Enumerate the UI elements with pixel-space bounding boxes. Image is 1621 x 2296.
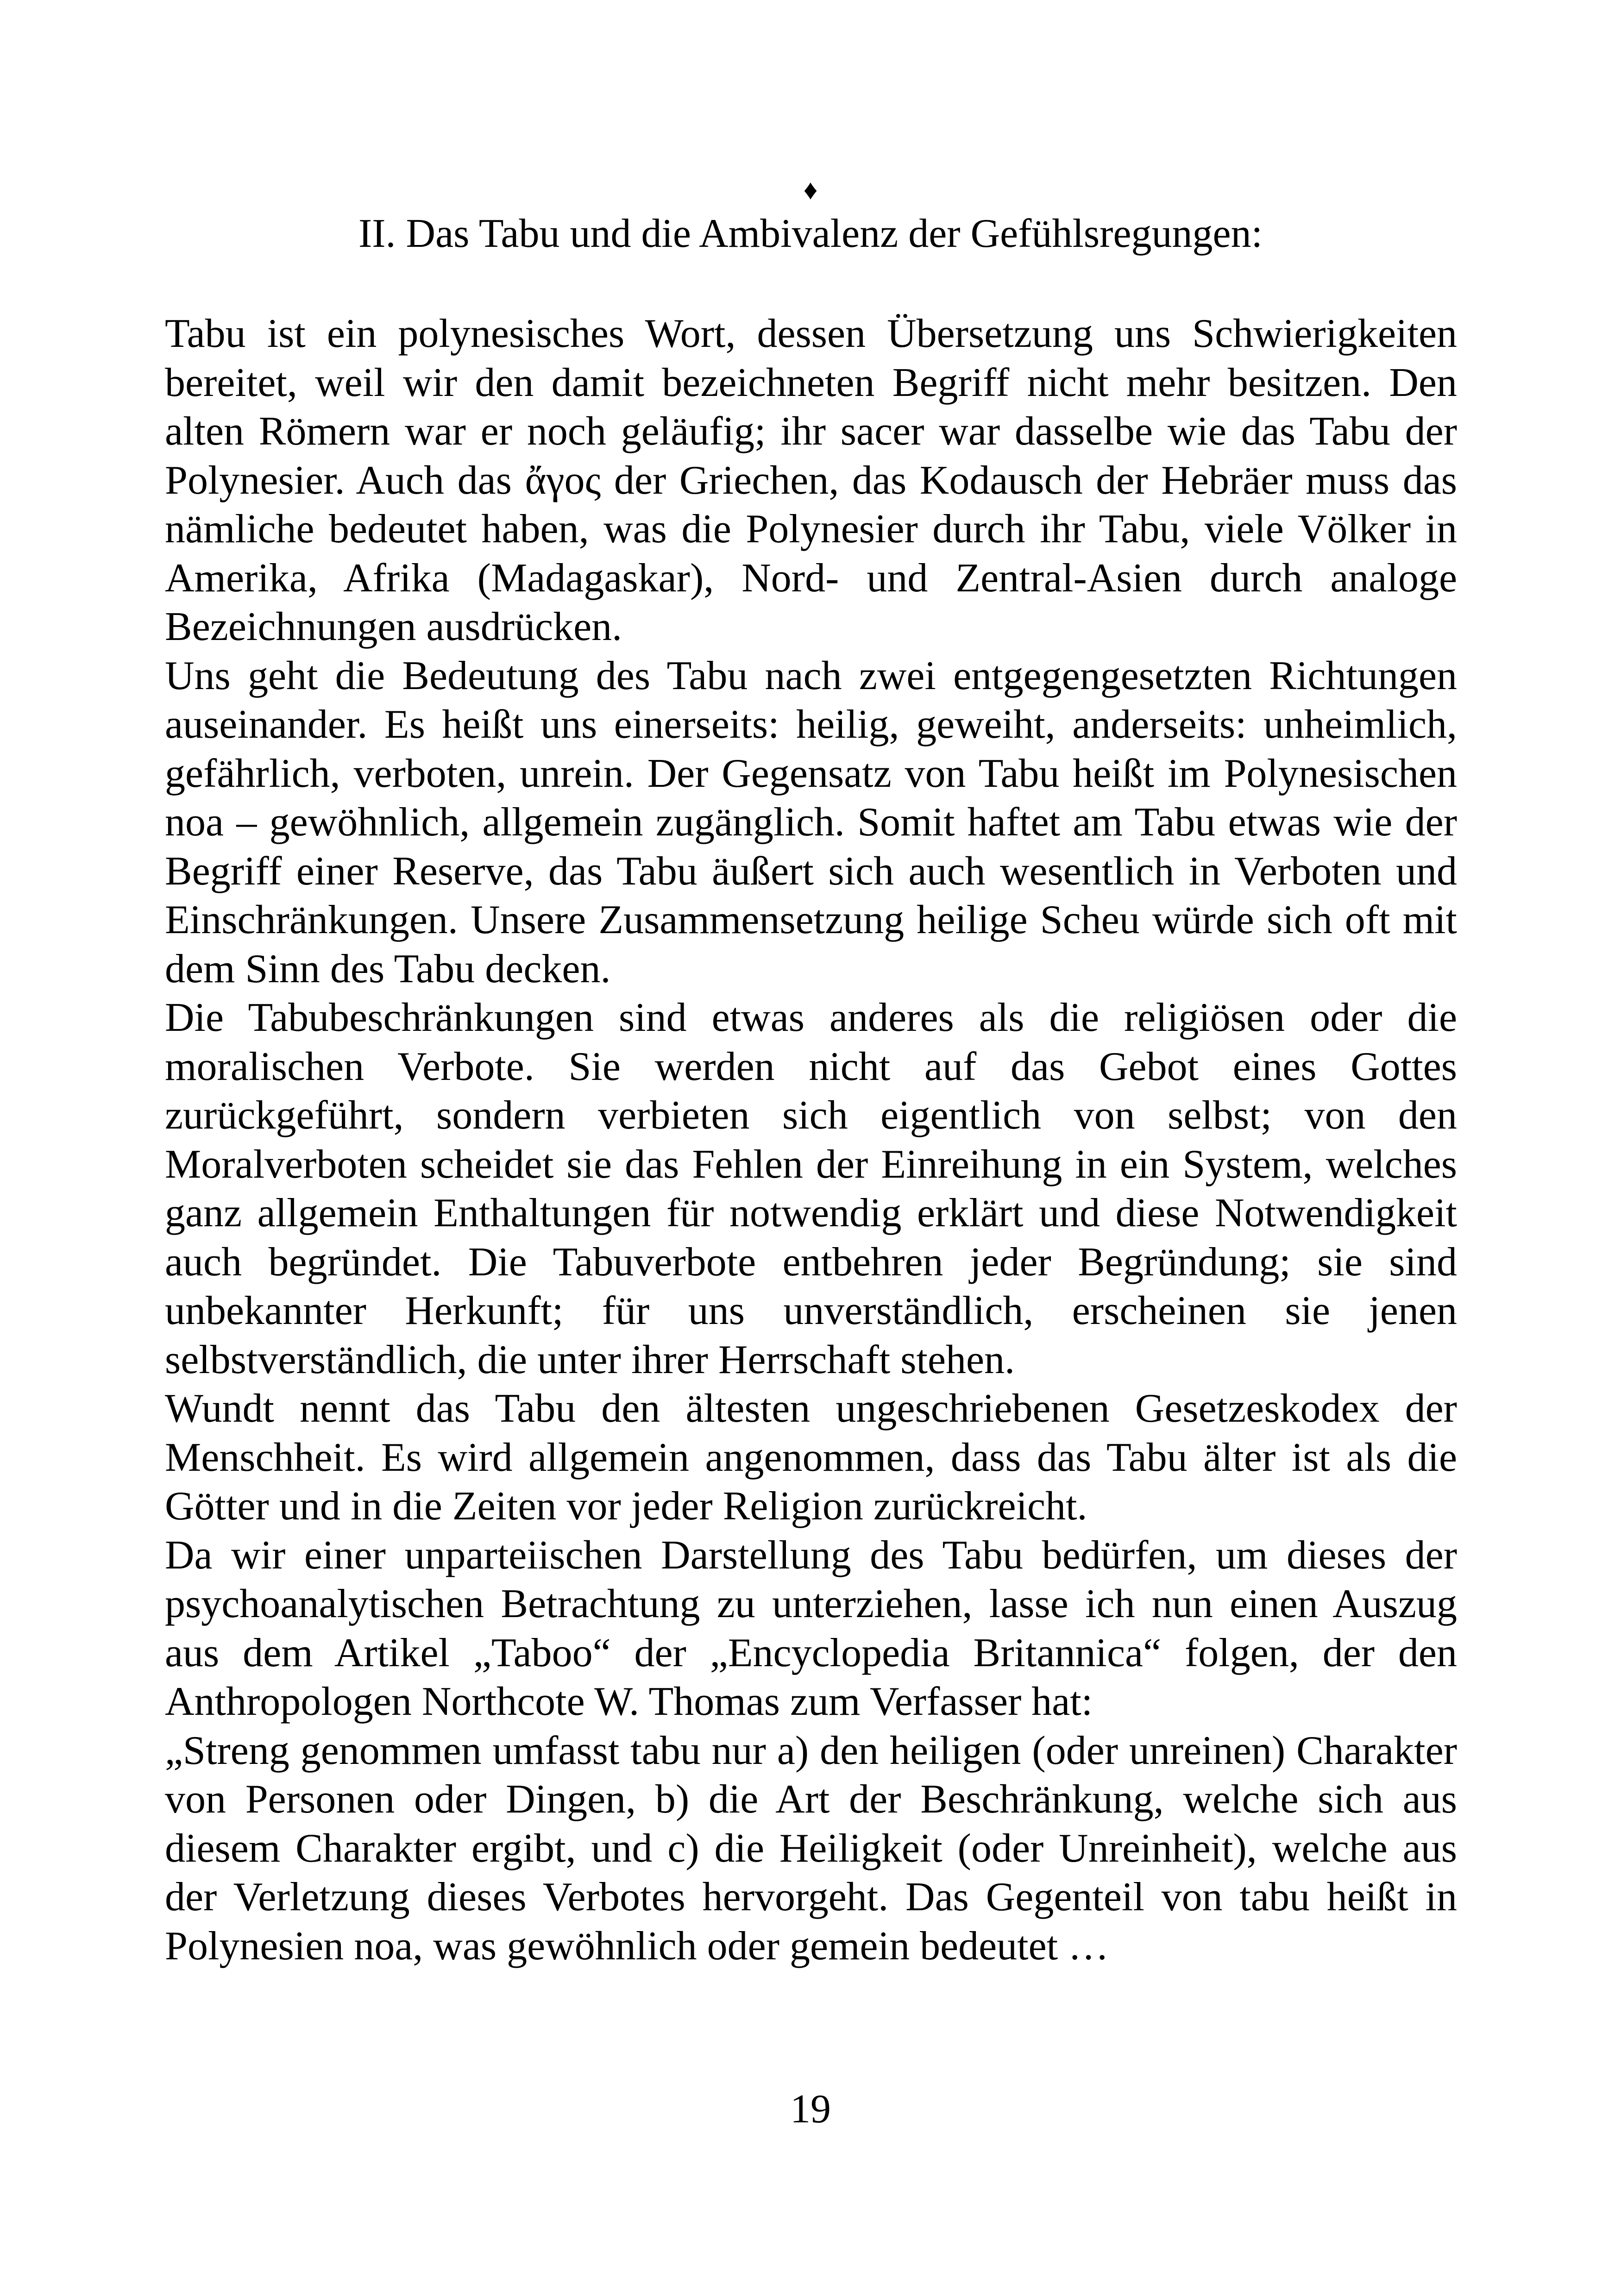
diamond-ornament-icon: ♦ — [803, 175, 818, 205]
paragraph-tabu-meaning: Uns geht die Bedeutung des Tabu nach zwei entgegengesetzten Richtungen auseinander. Es heißt uns einerseits: heilig, geweiht, anderseits: unheimlich, gefährlich, verboten, unrein. Der Gegensatz von Tabu heißt im Polynesischen noa – gewöhnlich, allgemein zugänglich. Somit haftet am Tabu etwas wie der Begriff einer Reserve, das Tabu äußert sich auch wesentlich in Verboten und Einschränkungen. Unsere Zusammensetzung heilige Scheu würde sich oft mit dem Sinn des Tabu decken. — [165, 653, 1457, 991]
chapter-title: II. Das Tabu und die Ambivalenz der Gefühlsregungen: — [358, 211, 1263, 256]
paragraph-tabu-definition: Tabu ist ein polynesisches Wort, dessen Übersetzung uns Schwierigkeiten bereitet, weil wir den damit bezeichneten Begriff nicht mehr besitzen. Den alten Römern war er noch geläufig; ihr sacer war dasselbe wie das Tabu der Polynesier. Auch das ἄγος der Griechen, das Kodausch der Hebräer muss das nämliche bedeutet haben, was die Polynesier durch ihr Tabu, viele Völker in Amerika, Afrika (Madagaskar), Nord- und Zentral-Asien durch analoge Bezeichnungen ausdrücken. — [165, 311, 1457, 649]
paragraph-britannica-quote: „Streng genommen umfasst tabu nur a) den heiligen (oder unreinen) Charakter von Personen oder Dingen, b) die Art der Beschränkung, welche sich aus diesem Charakter ergibt, und c) die Heiligkeit (oder Unreinheit), welche aus der Verletzung dieses Verbotes hervorgeht. Das Gegenteil von tabu heißt in Polynesien noa, was gewöhnlich oder gemein bedeutet … — [165, 1728, 1457, 1969]
paragraph-britannica-intro: Da wir einer unparteiischen Darstellung des Tabu bedürfen, um dieses der psychoanalytischen Betrachtung zu unterziehen, lasse ich nun einen Auszug aus dem Artikel „Taboo“ der „Encyclopedia Britannica“ folgen, der den Anthropologen Northcote W. Thomas zum Verfasser hat: — [165, 1532, 1457, 1724]
body-text — [165, 309, 1457, 1970]
paragraph-wundt: Wundt nennt das Tabu den ältesten ungeschriebenen Gesetzeskodex der Menschheit. Es wird allgemein angenommen, dass das Tabu älter ist als die Götter und in die Zeiten vor jeder Religion zurückreicht. — [165, 1386, 1457, 1529]
paragraph-tabu-restrictions: Die Tabubeschränkungen sind etwas anderes als die religiösen oder die moralischen Verbote. Sie werden nicht auf das Gebot eines Gottes zurückgeführt, sondern verbieten sich eigentlich von selbst; von den Moralverboten scheidet sie das Fehlen der Einreihung in ein System, welches ganz allgemein Enthaltungen für notwendig erklärt und diese Notwendigkeit auch begründet. Die Tabuverbote entbehren jeder Begründung; sie sind unbekannter Herkunft; für uns unverständlich, erscheinen sie jenen selbstverständlich, die unter ihrer Herrschaft stehen. — [165, 995, 1457, 1382]
page-number: 19 — [790, 2087, 831, 2132]
